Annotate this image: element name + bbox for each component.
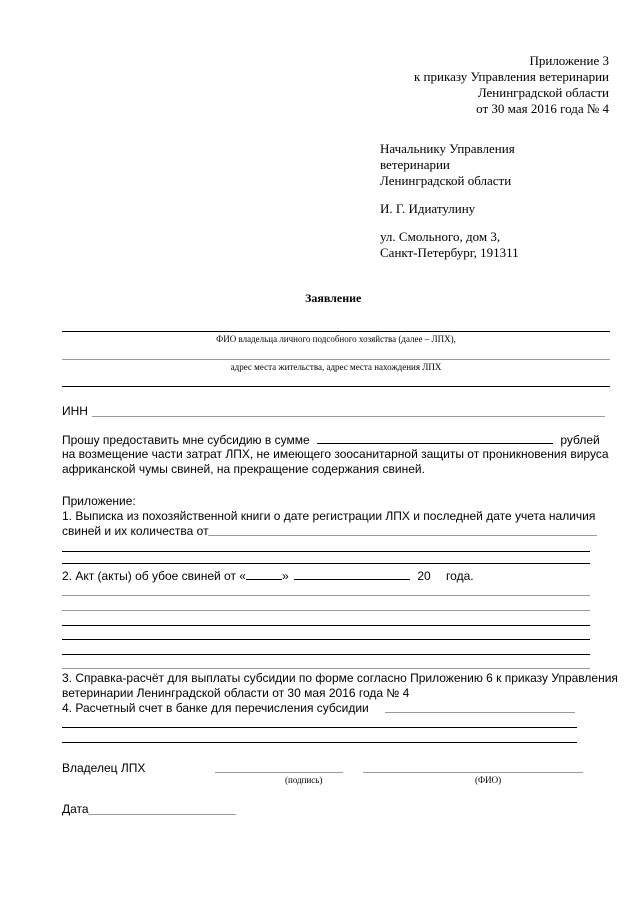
addressee-line2: ветеринарии — [380, 157, 450, 172]
attachment-2-extra-line-5[interactable] — [62, 654, 590, 655]
inn-row — [62, 404, 88, 419]
appendix-header-line2: к приказу Управления ветеринарии — [413, 69, 609, 84]
attachment-4-line — [62, 701, 369, 716]
address-line[interactable] — [62, 359, 610, 360]
addressee-name: И. Г. Идиатулину — [380, 201, 476, 216]
attachment-2-part3: 20 — [417, 569, 431, 583]
attachment-1-line1: 1. Выписка из похозяйственной книги о дате регистрации ЛПХ и последней дате учета наличия — [62, 509, 596, 523]
appendix-header — [414, 53, 609, 117]
appendix-header-line1: Приложение 3 — [529, 53, 609, 68]
bank-account-extra-line-1[interactable] — [62, 727, 577, 728]
address-caption: адрес места жительства, адрес места нахождения ЛПХ — [230, 362, 442, 372]
attachment-3-line2: ветеринарии Ленинградской области от 30 мая 2016 года № 4 — [62, 686, 410, 700]
slaughter-day-field[interactable] — [246, 568, 282, 580]
request-line3: африканской чумы свиней, на прекращение содержания свиней. — [62, 462, 425, 476]
addressee-street: ул. Смольного, дом 3, — [380, 229, 501, 244]
attachment-4-text: 4. Расчетный счет в банке для перечисления субсидии — [62, 701, 369, 715]
attachments-heading: Приложение: — [62, 494, 136, 508]
signature-field[interactable] — [215, 772, 343, 773]
owner-name-line[interactable] — [62, 331, 610, 332]
address-line-2[interactable] — [62, 386, 610, 387]
attachment-2-extra-line-6[interactable] — [62, 668, 590, 669]
attachment-3-line1: 3. Справка-расчёт для выплаты субсидии по форме согласно Приложению 6 к приказу Управления — [62, 671, 618, 685]
document-title: Заявление — [305, 291, 362, 305]
attachment-1-extra-line-2[interactable] — [62, 563, 590, 564]
date-label: Дата — [62, 802, 89, 816]
owner-caption: ФИО владельца личного подсобного хозяйства (далее – ЛПХ), — [216, 334, 456, 344]
request-part1: Прошу предоставить мне субсидию в сумме — [62, 433, 310, 447]
attachment-2-line — [62, 568, 474, 584]
signature-caption: (подпись) — [285, 775, 323, 785]
attachment-2-part2: » — [281, 569, 289, 583]
attachment-1-extra-line-1[interactable] — [62, 551, 590, 552]
appendix-header-line4: от 30 мая 2016 года № 4 — [476, 101, 609, 116]
bank-account-extra-line-2[interactable] — [62, 742, 577, 743]
attachment-1-line2 — [62, 524, 209, 539]
appendix-header-line3: Ленинградской области — [477, 85, 609, 100]
inn-field-line[interactable] — [92, 416, 605, 417]
attachment-2-extra-line-4[interactable] — [62, 639, 590, 640]
subsidy-amount-field[interactable] — [317, 432, 553, 444]
name-caption: (ФИО) — [475, 775, 502, 785]
bank-account-field[interactable] — [385, 712, 575, 713]
addressee-city: Санкт-Петербург, 191311 — [380, 245, 519, 260]
owner-name-field[interactable] — [363, 772, 583, 773]
addressee-line1: Начальнику Управления — [380, 141, 515, 156]
attachment-2-part4: года. — [446, 569, 474, 583]
attachment-1-line2-text: свиней и их количества от — [62, 524, 209, 538]
attachment-2-extra-line-1[interactable] — [62, 595, 590, 596]
owner-label: Владелец ЛПХ — [62, 761, 146, 775]
request-line2: на возмещение части затрат ЛПХ, не имеющего зоосанитарной защиты от проникновения вируса — [62, 447, 609, 461]
addressee-block — [380, 141, 519, 261]
attachment-1-date-field[interactable] — [208, 535, 597, 536]
attachment-2-extra-line-2[interactable] — [62, 610, 590, 611]
inn-label: ИНН — [62, 404, 88, 418]
attachment-2-part1: 2. Акт (акты) об убое свиней от « — [62, 569, 246, 583]
attachment-2-extra-line-3[interactable] — [62, 625, 590, 626]
date-field[interactable] — [88, 814, 236, 815]
addressee-line3: Ленинградской области — [380, 173, 512, 188]
request-part2: рублей — [560, 433, 600, 447]
request-line1 — [62, 432, 610, 448]
slaughter-month-field[interactable] — [294, 568, 410, 580]
